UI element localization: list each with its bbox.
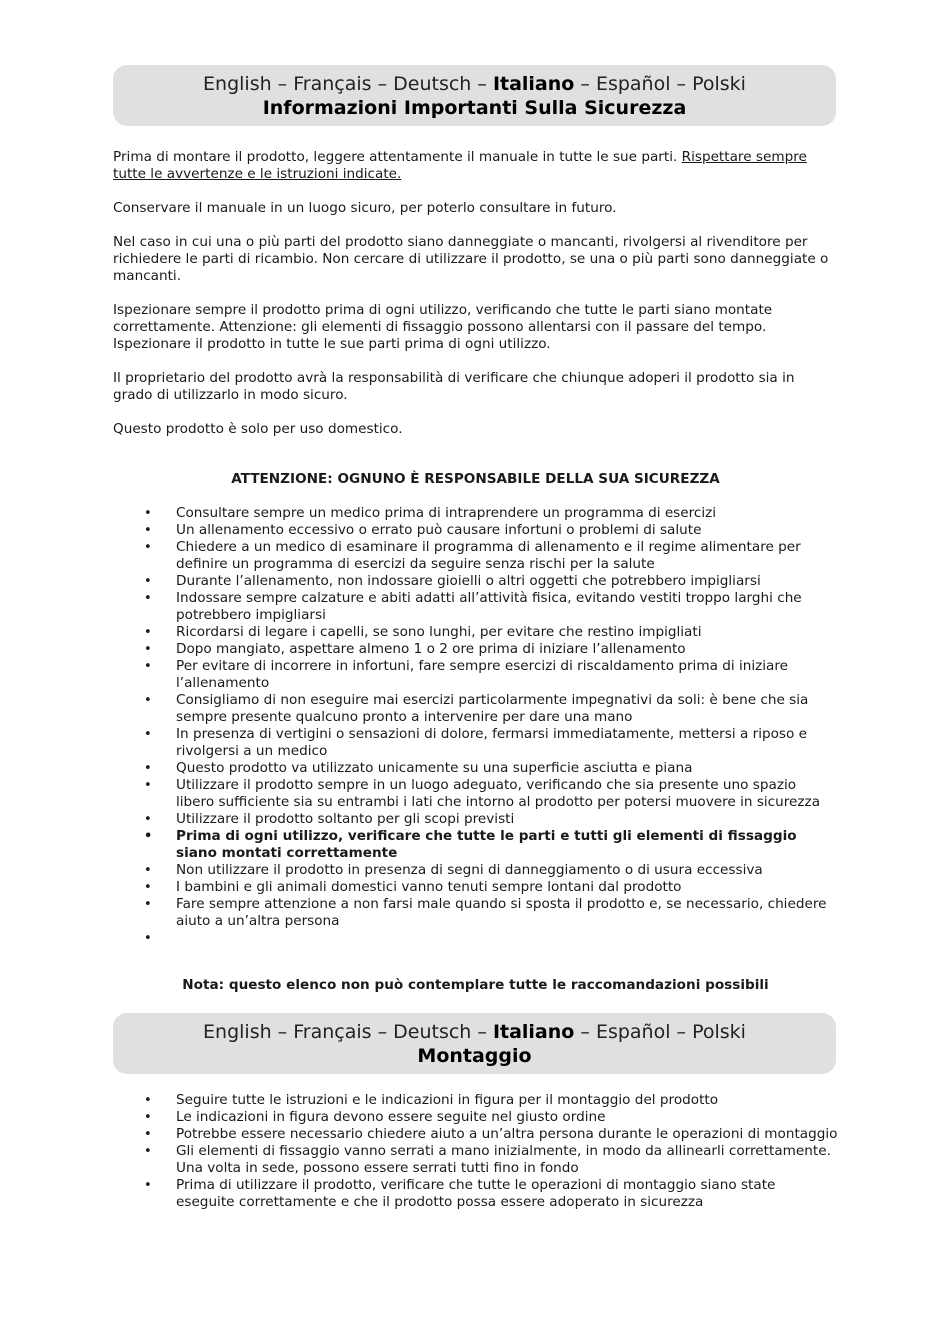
list-item: • Un allenamento eccessivo o errato può causare infortuni o problemi di salute (113, 522, 838, 539)
safety-list (113, 505, 838, 947)
list-item: • Dopo mangiato, aspettare almeno 1 o 2 ore prima di iniziare l’allenamento (113, 641, 838, 658)
lang-german: Deutsch (393, 73, 472, 95)
list-item-important: • Prima di ogni utilizzo, verificare che tutte le parti e tutti gli elementi di fissaggio siano montati correttamente (113, 828, 838, 862)
intro-paragraph-2: Conservare il manuale in un luogo sicuro, per poterlo consultare in futuro. (113, 200, 617, 216)
list-item: • Per evitare di incorrere in infortuni, fare sempre esercizi di riscaldamento prima di iniziare l’allenamento (113, 658, 838, 692)
list-item: • Non utilizzare il prodotto in presenza di segni di danneggiamento o di usura eccessiva (113, 862, 838, 879)
list-item-empty (113, 930, 838, 947)
lang-separator: – (271, 1021, 294, 1043)
list-item: • Utilizzare il prodotto sempre in un luogo adeguato, verificando che sia presente uno spazio libero sufficiente sia su entrambi i lati che intorno al prodotto per potersi muovere in sicurezza (113, 777, 838, 811)
language-banner-safety (113, 65, 836, 126)
lang-polish: Polski (692, 1021, 746, 1043)
list-item: • I bambini e gli animali domestici vanno tenuti sempre lontani dal prodotto (113, 879, 838, 896)
lang-separator: – (471, 1021, 493, 1043)
lang-spanish: Español (595, 73, 671, 95)
list-item: • Seguire tutte le istruzioni e le indicazioni in figura per il montaggio del prodotto (113, 1092, 838, 1109)
language-selector (113, 1021, 836, 1044)
intro-paragraph-5: Il proprietario del prodotto avrà la responsabilità di verificare che chiunque adoperi il prodotto sia in grado di utilizzarlo in modo sicuro. (113, 370, 795, 403)
lang-italian-current: Italiano (492, 73, 575, 95)
list-item: • Indossare sempre calzature e abiti adatti all’attività fisica, evitando vestiti troppo larghi che potrebbero impigliarsi (113, 590, 838, 624)
intro-underlined-text: Rispettare sempre tutte le avvertenze e le istruzioni indicate. (113, 149, 807, 182)
intro-text: Prima di montare il prodotto, leggere attentamente il manuale in tutte le sue parti. (113, 149, 682, 165)
lang-polish: Polski (692, 73, 746, 95)
intro-paragraph-1 (113, 149, 838, 183)
lang-separator: – (271, 73, 294, 95)
list-item: • Utilizzare il prodotto soltanto per gli scopi previsti (113, 811, 838, 828)
disclaimer-note: Nota: questo elenco non può contemplare tutte le raccomandazioni possibili (182, 977, 769, 993)
intro-paragraph-3: Nel caso in cui una o più parti del prodotto siano danneggiate o mancanti, rivolgersi al rivenditore per richiedere le parti di ricambio. Non cercare di utilizzare il prodotto, se una o più parti sono danneggiate o mancanti. (113, 234, 829, 284)
lang-separator: – (574, 1021, 596, 1043)
section-title-safety: Informazioni Importanti Sulla Sicurezza (262, 97, 687, 119)
list-item: • Chiedere a un medico di esaminare il programma di allenamento e il regime alimentare per definire un programma di esercizi da seguire senza rischi per la salute (113, 539, 838, 573)
list-item: • Questo prodotto va utilizzato unicamente su una superficie asciutta e piana (113, 760, 838, 777)
list-item: • Gli elementi di fissaggio vanno serrati a mano inizialmente, in modo da allinearli correttamente. Una volta in sede, possono essere serrati tutti fino in fondo (113, 1143, 838, 1177)
section-title-assembly: Montaggio (417, 1045, 532, 1067)
lang-german: Deutsch (393, 1021, 472, 1043)
list-item: • Consultare sempre un medico prima di intraprendere un programma di esercizi (113, 505, 838, 522)
list-item: • Prima di utilizzare il prodotto, verificare che tutte le operazioni di montaggio siano state eseguite correttamente e che il prodotto possa essere adoperato in sicurezza (113, 1177, 838, 1211)
list-item: • Consigliamo di non eseguire mai esercizi particolarmente impegnativi da soli: è bene che sia sempre presente qualcuno pronto a intervenire per dare una mano (113, 692, 838, 726)
lang-french: Français (293, 1021, 372, 1043)
lang-english: English (203, 73, 272, 95)
lang-english: English (203, 1021, 272, 1043)
list-item: • Ricordarsi di legare i capelli, se sono lunghi, per evitare che restino impigliati (113, 624, 838, 641)
lang-separator: – (471, 73, 493, 95)
intro-paragraph-6: Questo prodotto è solo per uso domestico. (113, 421, 403, 437)
language-selector (113, 73, 836, 96)
lang-separator: – (371, 73, 394, 95)
lang-separator: – (670, 1021, 693, 1043)
list-item: • Potrebbe essere necessario chiedere aiuto a un’altra persona durante le operazioni di montaggio (113, 1126, 838, 1143)
list-item: • In presenza di vertigini o sensazioni di dolore, fermarsi immediatamente, mettersi a riposo e rivolgersi a un medico (113, 726, 838, 760)
intro-paragraph-4: Ispezionare sempre il prodotto prima di ogni utilizzo, verificando che tutte le parti siano montate correttamente. Attenzione: gli elementi di fissaggio possono allentarsi con il passare del tempo. Ispezionare il prodotto in tutte le sue parti prima di ogni utilizzo. (113, 302, 773, 352)
list-item: • Le indicazioni in figura devono essere seguite nel giusto ordine (113, 1109, 838, 1126)
lang-separator: – (670, 73, 693, 95)
lang-separator: – (574, 73, 596, 95)
list-item: • Durante l’allenamento, non indossare gioielli o altri oggetti che potrebbero impigliarsi (113, 573, 838, 590)
lang-spanish: Español (595, 1021, 671, 1043)
lang-french: Français (293, 73, 372, 95)
language-banner-assembly (113, 1013, 836, 1074)
list-item: • Fare sempre attenzione a non farsi male quando si sposta il prodotto e, se necessario, chiedere aiuto a un’altra persona (113, 896, 838, 930)
lang-separator: – (371, 1021, 394, 1043)
lang-italian-current: Italiano (492, 1021, 575, 1043)
assembly-list (113, 1092, 838, 1211)
warning-heading: ATTENZIONE: OGNUNO È RESPONSABILE DELLA SUA SICUREZZA (231, 471, 720, 487)
